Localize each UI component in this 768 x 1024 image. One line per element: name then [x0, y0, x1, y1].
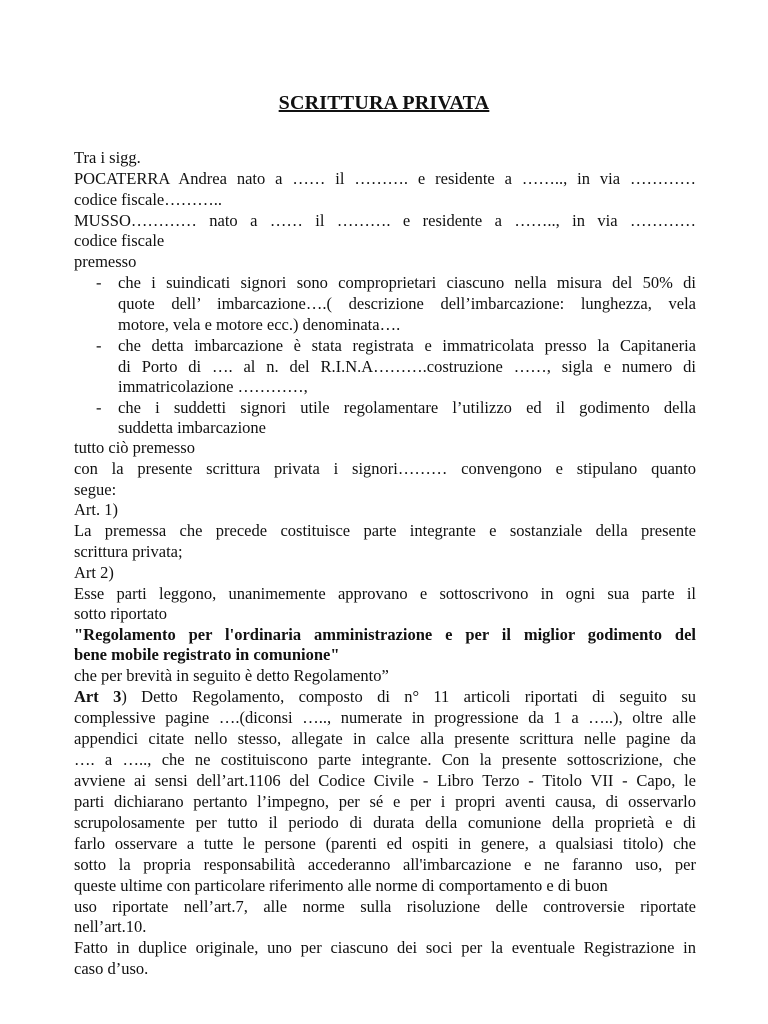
bullet-1-dash: -	[96, 273, 102, 292]
convengono-line-1: con la presente scrittura privata i signori……… convengono e stipulano quanto	[74, 459, 696, 478]
bullet-2-line-2: di Porto di …. al n. del R.I.N.A……….costruzione ……, sigla e numero di	[118, 357, 696, 376]
art-3-line-3: appendici citate nello stesso, allegate in calce alla presente scrittura nelle pagine da	[74, 729, 696, 748]
art-3-line-1	[74, 687, 696, 707]
art-1-heading: Art. 1)	[74, 500, 118, 519]
regolamento-title-line-2: bene mobile registrato in comunione"	[74, 645, 340, 664]
convengono-line-2: segue:	[74, 480, 117, 499]
art-3-line-9: sotto la propria responsabilità accederanno all'imbarcazione e ne faranno uso, per	[74, 855, 696, 874]
bullet-2-line-1: che detta imbarcazione è stata registrata e immatricolata presso la Capitaneria	[118, 336, 696, 355]
party-2-line-2: codice fiscale	[74, 231, 165, 250]
art-1-line-2: scrittura privata;	[74, 542, 183, 561]
art-3-line-6: parti dichiarano pertanto l’impegno, per sé e per i propri aventi causa, di osservarlo	[74, 792, 696, 811]
bullet-2-dash: -	[96, 336, 102, 355]
art-3-label: Art 3	[74, 687, 122, 706]
art-1-line-1: La premessa che precede costituisce parte integrante e sostanziale della presente	[74, 521, 696, 540]
intro-tra: Tra i sigg.	[74, 148, 141, 167]
art-2-line-2: sotto riportato	[74, 604, 168, 623]
tutto-premesso: tutto ciò premesso	[74, 438, 195, 457]
art-3-line-4: …. a ….., che ne costituiscono parte integrante. Con la presente sottoscrizione, che	[74, 750, 696, 769]
art-3-line-1-text: ) Detto Regolamento, composto di n° 11 articoli riportati di seguito su	[121, 687, 697, 706]
regolamento-title-line-1: "Regolamento per l'ordinaria amministrazione e per il miglior godimento del	[74, 625, 696, 644]
bullet-1-line-3: motore, vela e motore ecc.) denominata….	[118, 315, 401, 334]
regolamento-note: che per brevità in seguito è detto Regolamento”	[74, 666, 389, 685]
art-3-line-12: nell’art.10.	[74, 917, 147, 936]
bullet-1-line-2: quote dell’ imbarcazione….( descrizione dell’imbarcazione: lunghezza, vela	[118, 294, 696, 313]
fatto-line-2: caso d’uso.	[74, 959, 149, 978]
art-2-heading: Art 2)	[74, 563, 114, 582]
art-3-line-7: scrupolosamente per tutto il periodo di durata della comunione della proprietà e di	[74, 813, 696, 832]
party-1-line-2: codice fiscale………..	[74, 190, 222, 209]
party-2-line-1: MUSSO………… nato a …… il ………. e residente a …….., in via …………	[74, 211, 696, 230]
bullet-3-line-1: che i suddetti signori utile regolamentare l’utilizzo ed il godimento della	[118, 398, 696, 417]
bullet-2-line-3: immatricolazione …………,	[118, 377, 308, 396]
party-1-line-1: POCATERRA Andrea nato a …… il ………. e residente a …….., in via …………	[74, 169, 696, 188]
art-3-line-5: avviene ai sensi dell’art.1106 del Codice Civile - Libro Terzo - Titolo VII - Capo, le	[74, 771, 696, 790]
art-3-line-11: uso riportate nell’art.7, alle norme sulla risoluzione delle controversie riportate	[74, 897, 696, 916]
art-3-line-8: farlo osservare a tutte le persone (parenti ed ospiti in genere, a qualsiasi titolo) che	[74, 834, 696, 853]
fatto-line-1: Fatto in duplice originale, uno per ciascuno dei soci per la eventuale Registrazione in	[74, 938, 696, 957]
bullet-1-line-1: che i suindicati signori sono comproprietari ciascuno nella misura del 50% di	[118, 273, 696, 292]
art-2-line-1: Esse parti leggono, unanimemente approvano e sottoscrivono in ogni sua parte il	[74, 584, 696, 603]
bullet-3-line-2: suddetta imbarcazione	[118, 418, 266, 437]
art-3-line-10: queste ultime con particolare riferimento alle norme di comportamento e di buon	[74, 876, 608, 895]
art-3-line-2: complessive pagine ….(diconsi ….., numerate in progressione da 1 a …..), oltre alle	[74, 708, 696, 727]
document-title: SCRITTURA PRIVATA	[278, 92, 490, 114]
premesso-heading: premesso	[74, 252, 137, 271]
bullet-3-dash: -	[96, 398, 102, 417]
